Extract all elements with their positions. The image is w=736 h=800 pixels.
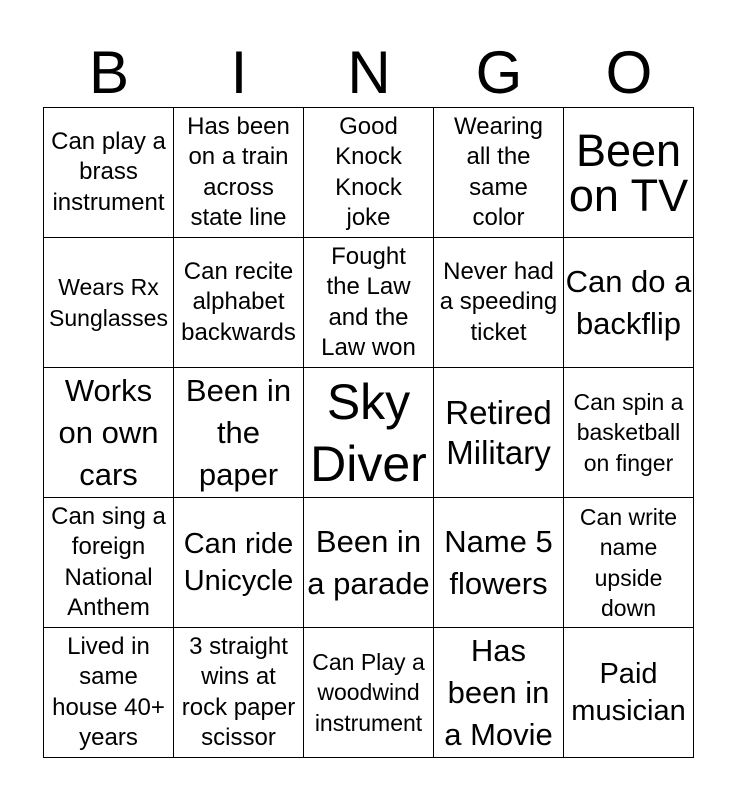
cell-text: Sky Diver bbox=[310, 373, 427, 492]
bingo-cell[interactable] bbox=[434, 368, 564, 498]
cell-text: Wears Rx Sunglasses bbox=[49, 274, 168, 331]
cell-text: Been in the paper bbox=[185, 372, 292, 492]
bingo-cell[interactable] bbox=[44, 238, 174, 368]
bingo-cell[interactable] bbox=[44, 108, 174, 238]
cell-text: Can do a backflip bbox=[565, 263, 692, 341]
cell-text: Can write name upside down bbox=[579, 503, 678, 621]
bingo-cell[interactable] bbox=[44, 368, 174, 498]
cell-text: Never had a speeding ticket bbox=[439, 257, 558, 346]
bingo-cell[interactable] bbox=[174, 498, 304, 628]
cell-text: Wearing all the same color bbox=[454, 112, 543, 231]
bingo-cell[interactable] bbox=[304, 498, 434, 628]
bingo-cell[interactable] bbox=[434, 238, 564, 368]
bingo-cell[interactable] bbox=[304, 628, 434, 758]
bingo-cell[interactable] bbox=[174, 108, 304, 238]
header-letter-i: I bbox=[230, 39, 248, 106]
cell-text: Name 5 flowers bbox=[444, 523, 553, 601]
cell-text: Can spin a basketball on finger bbox=[573, 388, 684, 476]
header-letter-n: N bbox=[347, 39, 391, 106]
cell-text: Can play a brass instrument bbox=[51, 127, 166, 216]
bingo-cell[interactable] bbox=[304, 368, 434, 498]
cell-text: Can recite alphabet backwards bbox=[181, 257, 296, 346]
bingo-cell[interactable] bbox=[564, 368, 694, 498]
cell-text: Been on TV bbox=[568, 124, 689, 221]
cell-text: Good Knock Knock joke bbox=[335, 112, 402, 231]
bingo-cell[interactable] bbox=[304, 108, 434, 238]
bingo-cell[interactable] bbox=[44, 498, 174, 628]
bingo-cell[interactable] bbox=[174, 368, 304, 498]
bingo-header bbox=[44, 40, 694, 106]
header-letter-g: G bbox=[475, 39, 523, 106]
bingo-cell[interactable] bbox=[174, 238, 304, 368]
cell-text: Been in a parade bbox=[307, 523, 430, 601]
header-letter-b: B bbox=[88, 39, 130, 106]
cell-text: Can Play a woodwind instrument bbox=[312, 648, 425, 736]
bingo-cell[interactable] bbox=[564, 628, 694, 758]
cell-text: Lived in same house 40+ years bbox=[52, 632, 165, 751]
bingo-cell[interactable] bbox=[564, 238, 694, 368]
bingo-cell[interactable] bbox=[564, 108, 694, 238]
bingo-cell[interactable] bbox=[564, 498, 694, 628]
bingo-cell[interactable] bbox=[434, 108, 564, 238]
cell-text: Can ride Unicycle bbox=[183, 527, 294, 597]
cell-text: Can sing a foreign National Anthem bbox=[51, 502, 166, 621]
bingo-grid bbox=[43, 107, 694, 758]
bingo-cell[interactable] bbox=[44, 628, 174, 758]
cell-text: Paid musician bbox=[571, 657, 686, 727]
header-letter-o: O bbox=[605, 39, 653, 106]
bingo-cell[interactable] bbox=[304, 238, 434, 368]
cell-text: Fought the Law and the Law won bbox=[321, 242, 416, 361]
cell-text: 3 straight wins at rock paper scissor bbox=[181, 632, 296, 751]
bingo-cell[interactable] bbox=[174, 628, 304, 758]
cell-text: Retired Military bbox=[445, 393, 552, 471]
bingo-cell[interactable] bbox=[434, 628, 564, 758]
cell-text: Has been in a Movie bbox=[444, 632, 553, 752]
cell-text: Works on own cars bbox=[58, 372, 159, 492]
cell-text: Has been on a train across state line bbox=[187, 112, 290, 231]
bingo-cell[interactable] bbox=[434, 498, 564, 628]
